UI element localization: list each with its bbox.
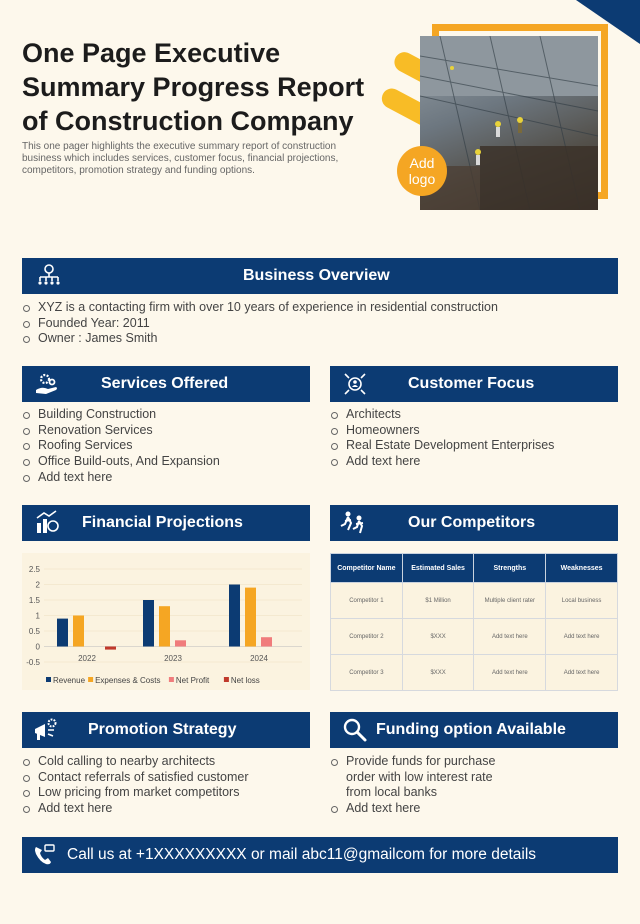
services-offered-title: Services Offered xyxy=(101,375,229,392)
bar xyxy=(159,606,170,646)
legend-swatch xyxy=(224,677,229,682)
organization-chart-icon xyxy=(36,263,62,289)
legend-label: Net Profit xyxy=(175,676,210,685)
funding-option-title: Funding option Available xyxy=(376,721,566,738)
logo-placeholder: Add logo xyxy=(397,146,447,196)
bar xyxy=(229,585,240,647)
table-cell: Competitor 3 xyxy=(331,655,403,691)
table-row xyxy=(331,655,618,691)
table-cell: Add text here xyxy=(546,619,618,655)
bar xyxy=(57,619,68,647)
list-item: Homeowners xyxy=(330,423,618,439)
x-tick-label: 2023 xyxy=(164,654,182,663)
bar xyxy=(105,647,116,650)
financial-chart xyxy=(22,553,310,690)
list-item: XYZ is a contacting firm with over 10 years of experience in residential construction xyxy=(22,300,618,316)
page-subtitle: This one pager highlights the executive summary report of construction business which includes services, customer focus, financial projections, competitors, promotion strategy and funding options. xyxy=(22,141,339,176)
y-tick-label: 2 xyxy=(35,580,40,590)
bar xyxy=(175,640,186,646)
column-header: Competitor Name xyxy=(331,554,403,583)
table-row xyxy=(331,619,618,655)
table-row xyxy=(331,583,618,619)
contact-footer xyxy=(22,837,618,873)
table-header-row xyxy=(331,554,618,583)
financial-bar-chart xyxy=(22,553,310,690)
legend-swatch xyxy=(88,677,93,682)
bar xyxy=(143,600,154,647)
y-tick-label: 1 xyxy=(35,611,40,621)
x-tick-label: 2022 xyxy=(78,654,96,663)
table-cell: $XXX xyxy=(402,619,474,655)
y-tick-label: 0 xyxy=(35,642,40,652)
legend-swatch xyxy=(46,677,51,682)
services-list xyxy=(22,407,310,486)
list-item: Building Construction xyxy=(22,407,310,423)
list-item: Provide funds for purchase order with low interest rate from local banks xyxy=(330,754,520,801)
list-item: Low pricing from market competitors xyxy=(22,785,310,801)
promotion-list xyxy=(22,754,310,817)
table-cell: $1 Million xyxy=(402,583,474,619)
list-item: Cold calling to nearby architects xyxy=(22,754,310,770)
customer-list xyxy=(330,407,618,470)
table-cell: Competitor 1 xyxy=(331,583,403,619)
column-header: Estimated Sales xyxy=(402,554,474,583)
business-overview-header xyxy=(22,258,618,294)
customer-focus-title: Customer Focus xyxy=(408,375,535,392)
list-item: Add text here xyxy=(330,454,618,470)
table-cell: Add text here xyxy=(474,619,546,655)
column-header: Weaknesses xyxy=(546,554,618,583)
phone-message-icon xyxy=(32,843,56,867)
table-cell: $XXX xyxy=(402,655,474,691)
money-growth-icon xyxy=(34,510,60,536)
y-tick-label: -0.5 xyxy=(26,658,40,667)
bar xyxy=(73,616,84,647)
list-item: Add text here xyxy=(22,470,310,486)
gears-in-hand-icon xyxy=(34,371,60,397)
table-cell: Multiple client rater xyxy=(474,583,546,619)
customer-focus-header xyxy=(330,366,618,402)
x-tick-label: 2024 xyxy=(250,654,268,663)
our-competitors-title: Our Competitors xyxy=(408,514,536,531)
y-tick-label: 1.5 xyxy=(28,596,40,605)
y-tick-label: 0.5 xyxy=(28,627,40,636)
list-item: Contact referrals of satisfied customer xyxy=(22,770,310,786)
y-tick-label: 2.5 xyxy=(28,565,40,574)
legend-label: Revenue xyxy=(53,676,86,685)
table-cell: Local business xyxy=(546,583,618,619)
list-item: Owner : James Smith xyxy=(22,331,618,347)
contact-text: Call us at +1XXXXXXXXX or mail abc11@gmailcom for more details xyxy=(67,846,537,863)
funding-option-header xyxy=(330,712,618,748)
promotion-strategy-header xyxy=(22,712,310,748)
our-competitors-header xyxy=(330,505,618,541)
bar xyxy=(261,637,272,646)
funding-list xyxy=(330,754,520,817)
list-item: Add text here xyxy=(330,801,520,817)
table-cell: Add text here xyxy=(474,655,546,691)
legend-label: Net loss xyxy=(230,676,260,685)
competitors-table xyxy=(330,553,618,691)
target-people-icon xyxy=(342,371,368,397)
list-item: Add text here xyxy=(22,801,310,817)
list-item: Real Estate Development Enterprises xyxy=(330,438,618,454)
racing-people-icon xyxy=(340,510,366,536)
financial-projections-header xyxy=(22,505,310,541)
business-overview-list xyxy=(22,300,618,347)
bar xyxy=(245,588,256,647)
legend-swatch xyxy=(169,677,174,682)
list-item: Architects xyxy=(330,407,618,423)
list-item: Renovation Services xyxy=(22,423,310,439)
table-cell: Add text here xyxy=(546,655,618,691)
column-header: Strengths xyxy=(474,554,546,583)
page-title: One Page Executive Summary Progress Report of Construction Company xyxy=(22,38,365,136)
table-cell: Competitor 2 xyxy=(331,619,403,655)
legend-label: Expenses & Costs xyxy=(95,676,161,685)
business-overview-title: Business Overview xyxy=(243,267,390,284)
services-offered-header xyxy=(22,366,310,402)
promotion-strategy-title: Promotion Strategy xyxy=(88,721,237,738)
list-item: Roofing Services xyxy=(22,438,310,454)
list-item: Office Build-outs, And Expansion xyxy=(22,454,310,470)
magnifier-icon xyxy=(342,717,368,743)
financial-projections-title: Financial Projections xyxy=(82,514,243,531)
list-item: Founded Year: 2011 xyxy=(22,316,618,332)
megaphone-gear-icon xyxy=(32,717,58,743)
